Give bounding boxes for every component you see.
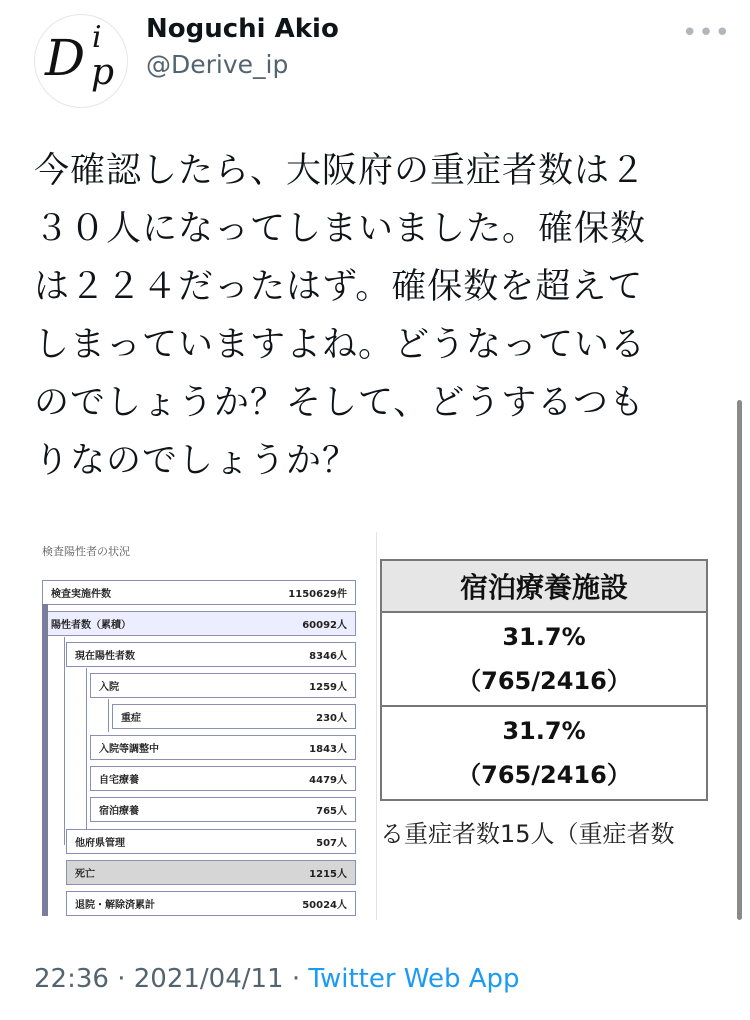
row-value: 1150629件 — [288, 589, 347, 600]
table-row — [90, 766, 356, 791]
table-row — [66, 829, 356, 854]
cell-ratio: （765/2416） — [457, 761, 631, 789]
row-label: 他府県管理 — [75, 838, 125, 849]
table-row — [66, 642, 356, 667]
tree-line — [108, 699, 109, 732]
avatar-logo-p: p — [91, 52, 115, 93]
row-label: 退院・解除済累計 — [75, 900, 155, 911]
row-label: 自宅療養 — [99, 775, 139, 786]
table-row — [66, 891, 356, 916]
row-value: 1259人 — [309, 682, 347, 693]
row-value: 4479人 — [309, 775, 347, 786]
author-name[interactable]: Noguchi Akio — [146, 14, 339, 44]
scrollbar[interactable] — [737, 400, 742, 920]
table-row — [90, 673, 356, 698]
cell-percent: 31.7% — [502, 623, 586, 651]
row-value: 1843人 — [309, 744, 347, 755]
more-options-icon[interactable]: ••• — [682, 18, 732, 48]
meta-separator: · — [108, 964, 134, 994]
table-row — [42, 580, 356, 605]
row-label: 検査実施件数 — [51, 589, 111, 600]
table-row — [112, 704, 356, 729]
facility-header: 宿泊療養施設 — [381, 560, 707, 612]
row-label: 入院等調整中 — [99, 744, 159, 755]
row-label: 陽性者数（累積） — [51, 620, 131, 631]
table-row — [90, 797, 356, 822]
tweet-image-facility-table[interactable] — [376, 532, 720, 920]
tweet-time[interactable]: 22:36 — [34, 964, 109, 994]
tweet-image-status-table[interactable] — [36, 532, 370, 920]
avatar[interactable] — [34, 14, 128, 108]
tweet-source-link[interactable]: Twitter Web App — [308, 964, 520, 994]
tree-line — [64, 637, 65, 845]
tweet-text: 今確認したら、大阪府の重症者数は２ ３０人になってしまいました。確保数 は２２４だったはず。確保数を超えて しまっていますよね。どうなっている のでしょうか？そして、どうするつも りなのでしょうか？ — [34, 151, 647, 481]
meta-separator: · — [283, 964, 309, 994]
table-row — [66, 860, 356, 885]
row-label: 宿泊療養 — [99, 806, 139, 817]
table-row — [90, 735, 356, 760]
cropped-caption: る重症者数15人（重症者数 — [380, 820, 675, 848]
row-value: 507人 — [316, 838, 347, 849]
row-label: 入院 — [99, 682, 119, 693]
table-row — [42, 611, 356, 636]
row-value: 50024人 — [302, 900, 347, 911]
row-label: 現在陽性者数 — [75, 651, 135, 662]
tweet-metadata — [34, 964, 520, 994]
tweet-date[interactable]: 2021/04/11 — [133, 964, 284, 994]
cell-percent: 31.7% — [502, 717, 586, 745]
facility-table — [380, 559, 708, 801]
image-divider — [376, 532, 377, 920]
author-handle[interactable]: @Derive_ip — [146, 50, 289, 79]
row-label: 重症 — [121, 713, 141, 724]
avatar-logo-d: D — [45, 29, 86, 87]
facility-cell — [381, 612, 707, 706]
row-value: 60092人 — [302, 620, 347, 631]
table-caption: 検査陽性者の状況 — [42, 545, 130, 558]
cell-ratio: （765/2416） — [457, 667, 631, 695]
row-label: 死亡 — [75, 869, 95, 880]
row-value: 765人 — [316, 806, 347, 817]
row-value: 230人 — [316, 713, 347, 724]
row-value: 1215人 — [309, 869, 347, 880]
avatar-logo-i: i — [92, 20, 102, 55]
table-indent-bar — [42, 604, 48, 916]
facility-cell — [381, 706, 707, 800]
row-value: 8346人 — [309, 651, 347, 662]
tree-line — [86, 668, 87, 845]
